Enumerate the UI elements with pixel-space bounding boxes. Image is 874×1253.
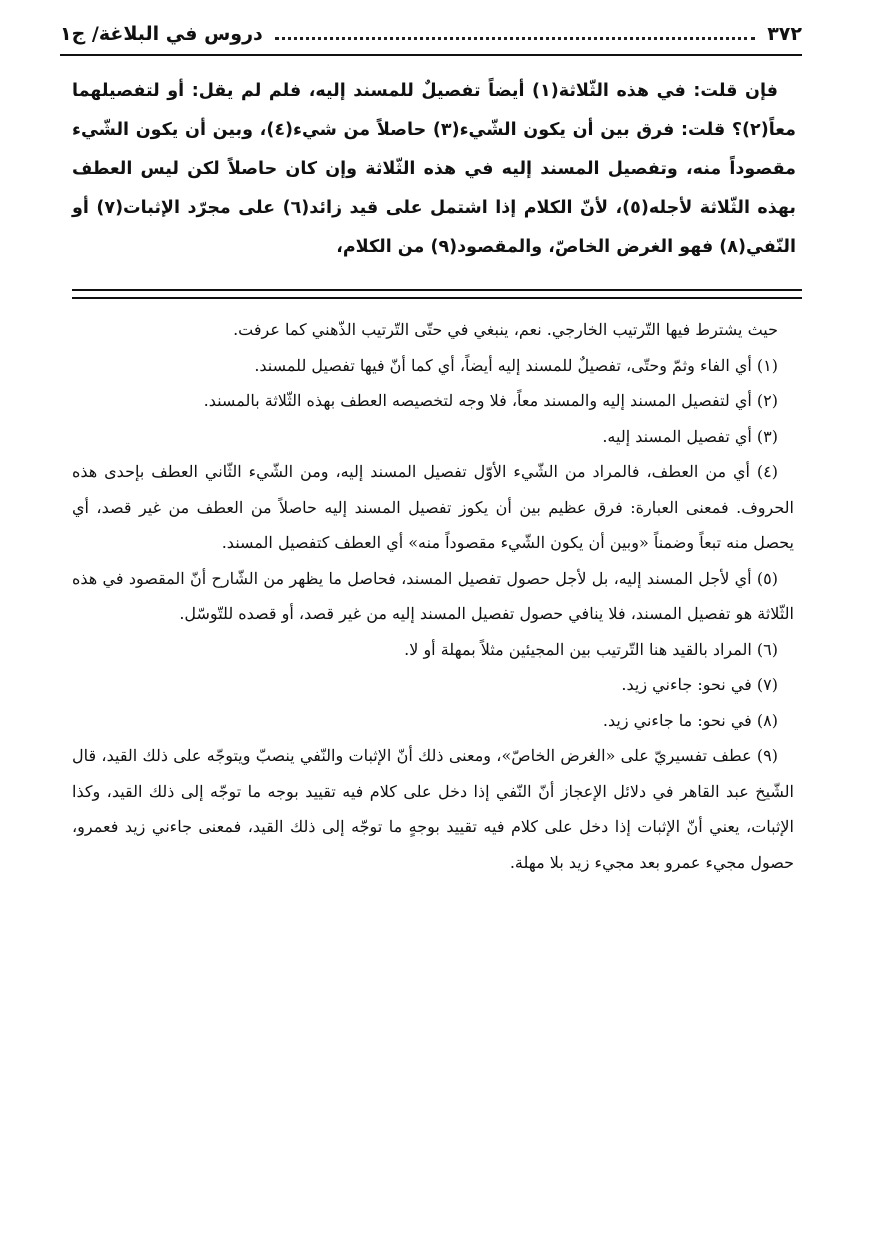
footnote-5: (٥) أي لأجل المسند إليه، بل لأجل حصول تفصيل المسند، فحاصل ما يظهر من الشّارح أنّ المقصود في هذه الثّلاثة هو تفصيل المسند، فلا ينافي حصول تفصيل المسند إليه من غير قصد، أو قصده للتّوسّل. xyxy=(72,568,794,623)
footnote-6: (٦) المراد بالقيد هنا التّرتيب بين المجيئين مثلاً بمهلة أو لا. xyxy=(404,639,778,659)
footnote-9: (٩) عطف تفسيريّ على «الغرض الخاصّ»، ومعنى ذلك أنّ الإثبات والنّفي ينصبّ ويتوجّه على ذلك القيد، قال الشّيخ عبد القاهر في دلائل الإعجاز أنّ النّفي إذا دخل على كلام فيه تقييد بوجه ما توجّه إلى ذلك القيد، وكذا الإثبات، يعني أنّ الإثبات إذا دخل على كلام فيه تقييد بوجهٍ ما توجّه إلى ذلك القيد، فمعنى جاءني زيد فعمرو، حصول مجيء عمرو بعد مجيء زيد بلا مهلة. xyxy=(72,746,794,872)
footnote-7: (٧) في نحو: جاءني زيد. xyxy=(621,675,778,694)
running-title: دروس في البلاغة/ ج١ xyxy=(60,23,263,45)
footnote-8: (٨) في نحو: ما جاءني زيد. xyxy=(602,710,778,730)
footnote-2: (٢) أي لتفصيل المسند إليه والمسند معاً، فلا وجه لتخصيصه العطف بهذه الثّلاثة بالمسند. xyxy=(203,391,778,410)
header-dotted-leader xyxy=(275,37,755,40)
header-rule xyxy=(60,54,802,56)
page-number: ٣٧٢ xyxy=(767,23,802,45)
main-text-body: فإن قلت: في هذه الثّلاثة(١) أيضاً تفصيلٌ للمسند إليه، فلم لم يقل: أو لتفصيلهما معاً(٢)؟ قلت: فرق بين أن يكون الشّيء(٣) حاصلاً من شيء(٤)، وبين أن يكون الشّيء مقصوداً منه، وتفصيل المسند إليه في هذه الثّلاثة وإن كان حاصلاً لكن ليس العطف بهذه الثّلاثة لأجله(٥)، لأنّ الكلام إذا اشتمل على قيد زائد(٦) على مجرّد الإثبات(٧) أو النّفي(٨) فهو الغرض الخاصّ، والمقصود(٩) من الكلام، xyxy=(72,81,796,257)
footnote-4: (٤) أي من العطف، فالمراد من الشّيء الأوّل تفصيل المسند إليه، ومن الشّيء الثّاني العطف بإحدى هذه الحروف. فمعنى العبارة: فرق عظيم بين أن يكوز تفصيل المسند إليه حاصلاً من العطف من غير قصد، أي يحصل منه تبعاً وضمناً «وبين أن يكون الشّيء مقصوداً منه» أي العطف كتفصيل المسند. xyxy=(72,462,794,552)
main-text xyxy=(72,72,796,267)
footnote-separator xyxy=(72,289,802,299)
page-header xyxy=(60,18,802,50)
footnotes xyxy=(72,312,794,880)
footnote-continuation: حيث يشترط فيها التّرتيب الخارجي. نعم، ينبغي في حتّى التّرتيب الذّهني كما عرفت. xyxy=(233,320,778,339)
footnote-1: (١) أي الفاء وثمّ وحتّى، تفصيلٌ للمسند إليه أيضاً، أي كما أنّ فيها تفصيل للمسند. xyxy=(254,355,778,375)
footnote-3: (٣) أي تفصيل المسند إليه. xyxy=(602,426,778,446)
